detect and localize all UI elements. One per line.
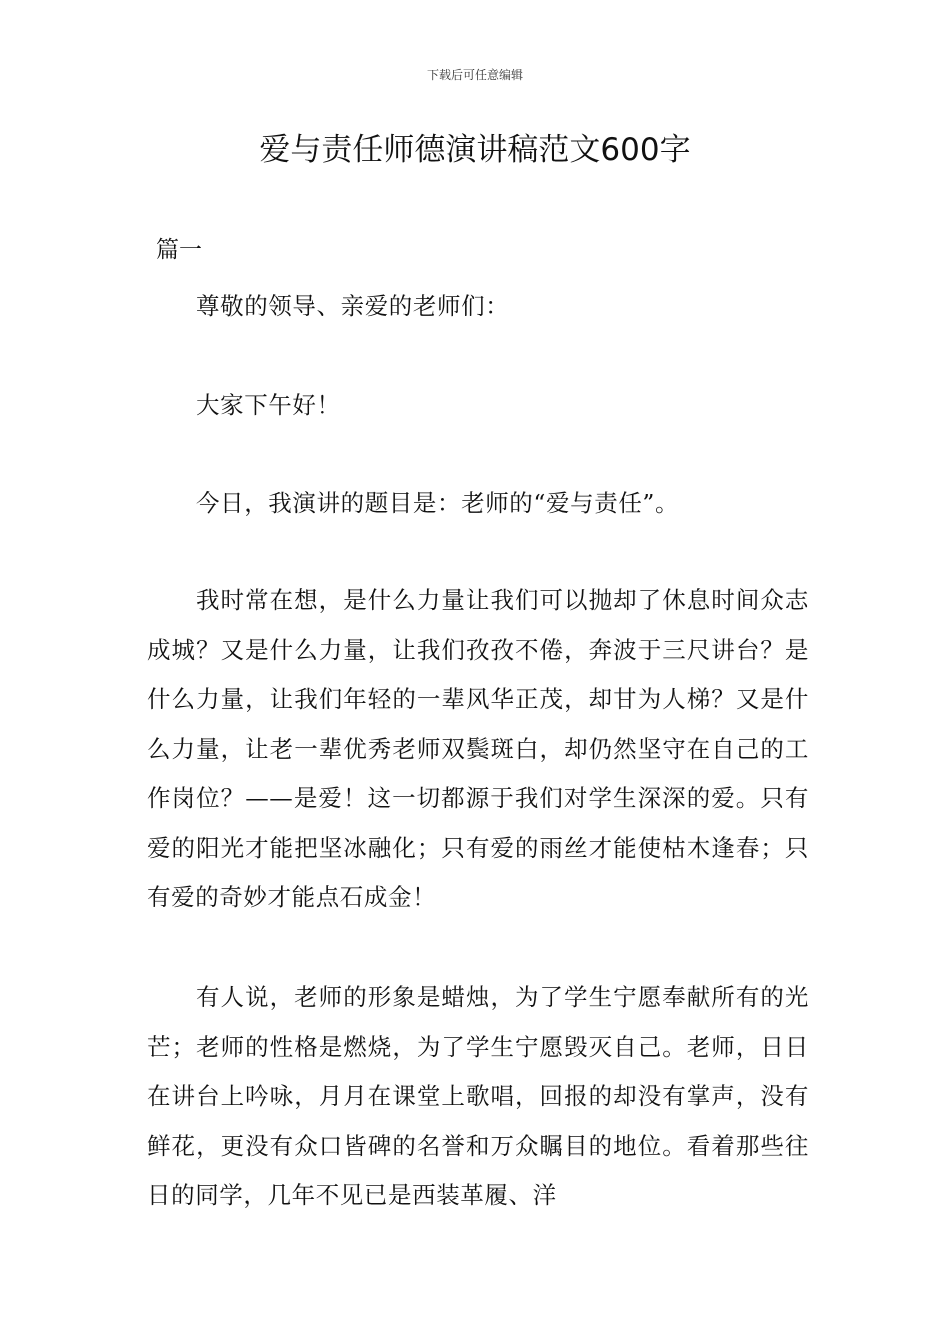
- section-label: 篇一: [156, 237, 202, 263]
- body-paragraph-2: 有人说，老师的形象是蜡烛，为了学生宁愿奉献所有的光芒；老师的性格是燃烧，为了学生宁愿毁灭自己。老师，日日在讲台上吟咏，月月在课堂上歌唱，回报的却没有掌声，没有鲜花，更没有众口皆碑的名誉和万众瞩目的地位。看着那些往日的同学，几年不见已是西装革履、洋: [147, 983, 809, 1209]
- document-title: 爱与责任师德演讲稿范文600字: [259, 132, 691, 168]
- header-note: 下载后可任意编辑: [426, 68, 523, 82]
- body-paragraph-1: 我时常在想，是什么力量让我们可以抛却了休息时间众志成城？又是什么力量，让我们孜孜不倦，奔波于三尺讲台？是什么力量，让我们年轻的一辈风华正茂，却甘为人梯？又是什么力量，让老一辈优秀老师双鬓斑白，却仍然坚守在自己的工作岗位？——是爱！这一切都源于我们对学生深深的爱。只有爱的阳光才能把坚冰融化；只有爱的雨丝才能使枯木逢春；只有爱的奇妙才能点石成金！: [147, 586, 809, 911]
- hello-paragraph: 大家下午好！: [196, 391, 341, 419]
- greeting-paragraph: 尊敬的领导、亲爱的老师们：: [196, 292, 510, 320]
- topic-paragraph: 今日，我演讲的题目是：老师的“爱与责任”。: [196, 489, 680, 517]
